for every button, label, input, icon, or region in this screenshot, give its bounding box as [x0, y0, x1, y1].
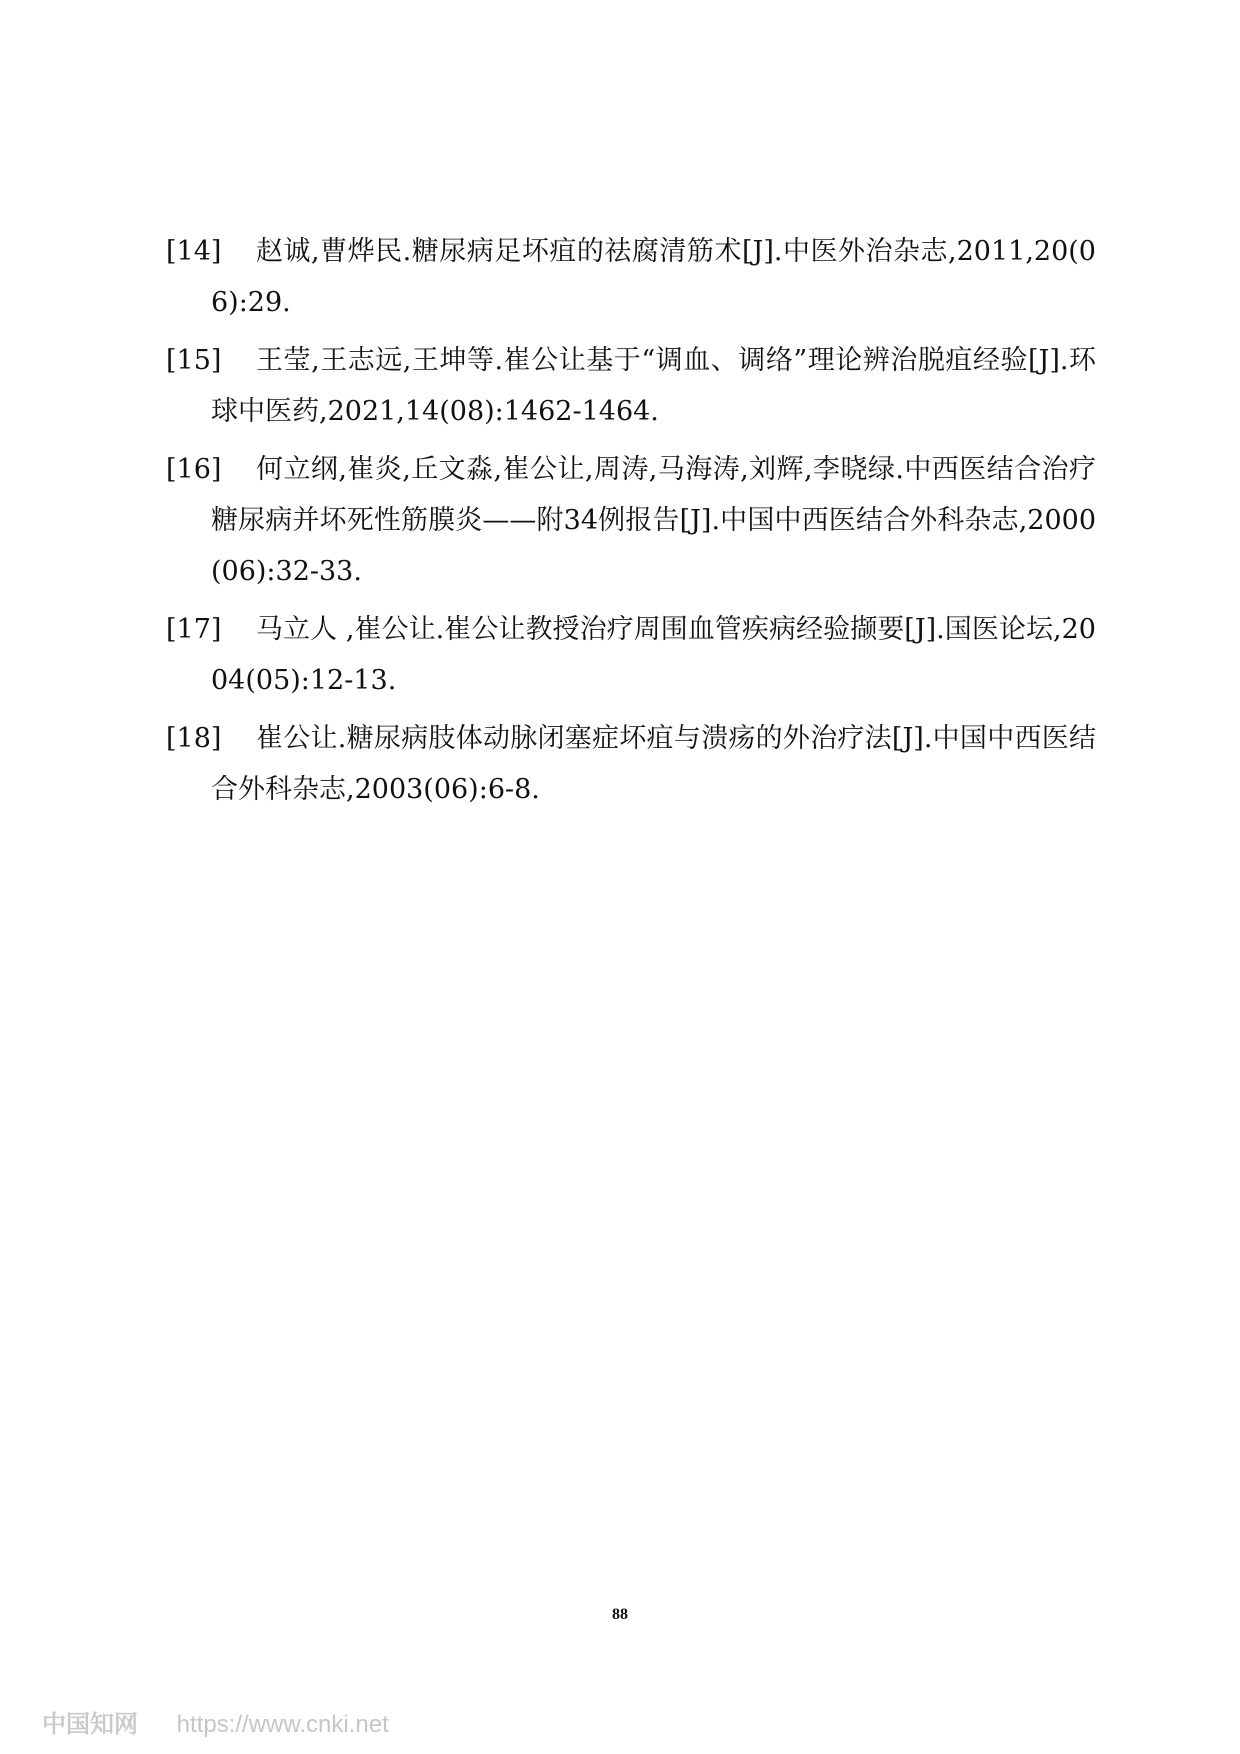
- reference-number: [14]: [166, 236, 222, 267]
- watermark-footer: [42, 1704, 389, 1739]
- reference-text: 何立纲,崔炎,丘文淼,崔公让,周涛,马海涛,刘辉,李晓绿.中西医结合治疗糖尿病并坏死性筋膜炎——附34例报告[J].中国中西医结合外科杂志,2000(06):32-33.: [211, 454, 1096, 587]
- reference-item: [166, 335, 1096, 437]
- reference-item: [166, 226, 1096, 328]
- reference-item: [166, 444, 1096, 597]
- reference-item: [166, 713, 1096, 815]
- cnki-logo: 中国知网: [42, 1711, 138, 1738]
- reference-text: 崔公让.糖尿病肢体动脉闭塞症坏疽与溃疡的外治疗法[J].中国中西医结合外科杂志,2003(06):6-8.: [211, 723, 1096, 805]
- reference-number: [18]: [166, 723, 222, 754]
- reference-text: 王莹,王志远,王坤等.崔公让基于“调血、调络”理论辨治脱疽经验[J].环球中医药,2021,14(08):1462-1464.: [211, 345, 1096, 427]
- reference-number: [15]: [166, 345, 222, 376]
- reference-text: 马立人 ,崔公让.崔公让教授治疗周围血管疾病经验撷要[J].国医论坛,2004(05):12-13.: [211, 614, 1096, 696]
- page-number: 88: [612, 1606, 628, 1623]
- reference-text: 赵诚,曹烨民.糖尿病足坏疽的祛腐清筋术[J].中医外治杂志,2011,20(06):29.: [211, 236, 1096, 318]
- reference-list: [166, 226, 1096, 822]
- cnki-url: https://www.cnki.net: [176, 1711, 389, 1738]
- reference-number: [17]: [166, 614, 222, 645]
- reference-item: [166, 604, 1096, 706]
- reference-number: [16]: [166, 454, 222, 485]
